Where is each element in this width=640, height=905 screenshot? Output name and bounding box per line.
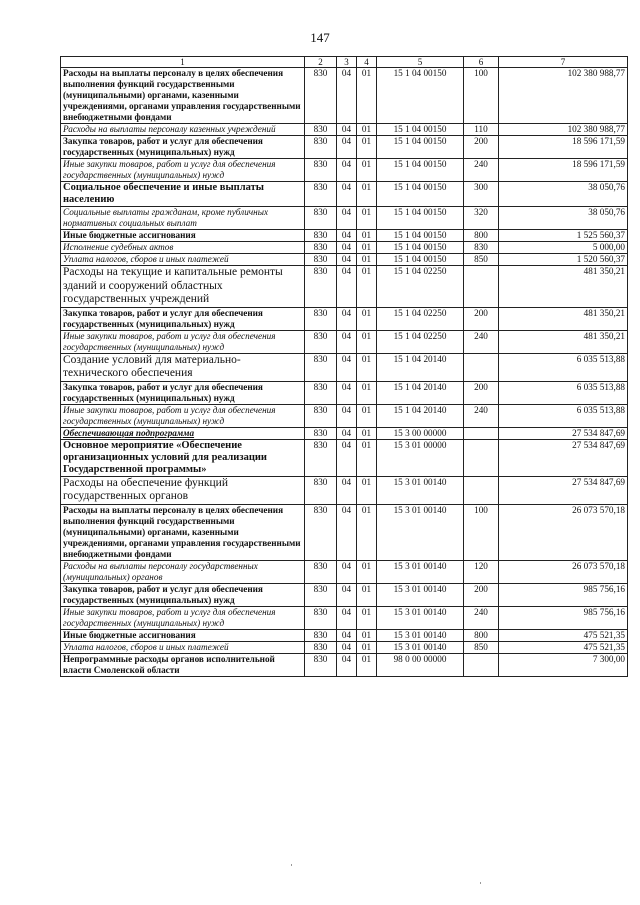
section-code-cell: 04: [337, 381, 357, 404]
table-row: [61, 353, 628, 381]
scan-speck: [291, 864, 292, 866]
section-code-cell: 04: [337, 629, 357, 641]
target-article-cell: 15 3 01 00140: [377, 641, 464, 653]
target-article-cell: 15 1 04 00150: [377, 136, 464, 159]
section-code-cell: 04: [337, 653, 357, 676]
target-article-cell: 15 3 01 00140: [377, 560, 464, 583]
section-code-cell: 04: [337, 476, 357, 504]
target-article-cell: 15 3 01 00140: [377, 629, 464, 641]
target-article-cell: 15 1 04 20140: [377, 353, 464, 381]
table-row: [61, 207, 628, 230]
table-row: [61, 381, 628, 404]
section-code-cell: 04: [337, 504, 357, 560]
subsection-code-cell: 01: [357, 124, 377, 136]
admin-code-cell: 830: [305, 307, 337, 330]
subsection-code-cell: 01: [357, 330, 377, 353]
expense-type-cell: 100: [464, 68, 499, 124]
target-article-cell: 15 1 04 02250: [377, 330, 464, 353]
target-article-cell: 15 1 04 00150: [377, 230, 464, 242]
subsection-code-cell: 01: [357, 427, 377, 439]
admin-code-cell: 830: [305, 427, 337, 439]
amount-cell: 475 521,35: [499, 641, 628, 653]
expense-name-cell: Основное мероприятие «Обеспечение организационных условий для реализации Государственной программы»: [61, 439, 305, 476]
table-body: [61, 68, 628, 677]
column-header: 6: [464, 57, 499, 68]
target-article-cell: 15 1 04 00150: [377, 207, 464, 230]
admin-code-cell: 830: [305, 207, 337, 230]
target-article-cell: 15 1 04 00150: [377, 242, 464, 254]
column-header: 1: [61, 57, 305, 68]
amount-cell: 481 350,21: [499, 330, 628, 353]
expense-name-cell: Непрограммные расходы органов исполнительной власти Смоленской области: [61, 653, 305, 676]
admin-code-cell: 830: [305, 629, 337, 641]
expense-type-cell: 320: [464, 207, 499, 230]
target-article-cell: 15 1 04 20140: [377, 404, 464, 427]
expense-type-cell: 110: [464, 124, 499, 136]
amount-cell: 27 534 847,69: [499, 476, 628, 504]
target-article-cell: 15 1 04 00150: [377, 124, 464, 136]
admin-code-cell: 830: [305, 182, 337, 207]
expense-name-cell: Закупка товаров, работ и услуг для обеспечения государственных (муниципальных) нужд: [61, 307, 305, 330]
table-row: [61, 404, 628, 427]
subsection-code-cell: 01: [357, 629, 377, 641]
expense-name-cell: Расходы на выплаты персоналу в целях обеспечения выполнения функций государственными (муниципальными) органами, казенными учреждениями, органами управления государственными внебюджетными фондами: [61, 504, 305, 560]
admin-code-cell: 830: [305, 504, 337, 560]
amount-cell: 38 050,76: [499, 182, 628, 207]
expense-name-cell: Закупка товаров, работ и услуг для обеспечения государственных (муниципальных) нужд: [61, 381, 305, 404]
section-code-cell: 04: [337, 182, 357, 207]
expense-name-cell: Иные закупки товаров, работ и услуг для обеспечения государственных (муниципальных) нужд: [61, 159, 305, 182]
target-article-cell: 15 1 04 00150: [377, 159, 464, 182]
table-row: [61, 242, 628, 254]
table-row: [61, 124, 628, 136]
subsection-code-cell: 01: [357, 653, 377, 676]
amount-cell: 27 534 847,69: [499, 439, 628, 476]
table-row: [61, 504, 628, 560]
column-header: 5: [377, 57, 464, 68]
expense-type-cell: [464, 476, 499, 504]
expense-type-cell: 200: [464, 307, 499, 330]
expense-type-cell: 800: [464, 230, 499, 242]
subsection-code-cell: 01: [357, 182, 377, 207]
amount-cell: 5 000,00: [499, 242, 628, 254]
table-row: [61, 641, 628, 653]
section-code-cell: 04: [337, 68, 357, 124]
table-row: [61, 606, 628, 629]
expense-name-cell: Иные закупки товаров, работ и услуг для обеспечения государственных (муниципальных) нужд: [61, 330, 305, 353]
section-code-cell: 04: [337, 207, 357, 230]
amount-cell: 985 756,16: [499, 606, 628, 629]
section-code-cell: 04: [337, 124, 357, 136]
table-row: [61, 254, 628, 266]
table-row: [61, 307, 628, 330]
table-row: [61, 182, 628, 207]
amount-cell: 1 520 560,37: [499, 254, 628, 266]
section-code-cell: 04: [337, 427, 357, 439]
amount-cell: 1 525 560,37: [499, 230, 628, 242]
admin-code-cell: 830: [305, 653, 337, 676]
expense-name-cell: Иные закупки товаров, работ и услуг для обеспечения государственных (муниципальных) нужд: [61, 606, 305, 629]
target-article-cell: 15 1 04 20140: [377, 381, 464, 404]
section-code-cell: 04: [337, 353, 357, 381]
subsection-code-cell: 01: [357, 230, 377, 242]
expense-name-cell: Иные закупки товаров, работ и услуг для обеспечения государственных (муниципальных) нужд: [61, 404, 305, 427]
target-article-cell: 98 0 00 00000: [377, 653, 464, 676]
admin-code-cell: 830: [305, 254, 337, 266]
amount-cell: 6 035 513,88: [499, 353, 628, 381]
table-row: [61, 476, 628, 504]
column-header: 7: [499, 57, 628, 68]
table-row: [61, 230, 628, 242]
expense-type-cell: 200: [464, 136, 499, 159]
subsection-code-cell: 01: [357, 404, 377, 427]
amount-cell: 38 050,76: [499, 207, 628, 230]
section-code-cell: 04: [337, 307, 357, 330]
expense-type-cell: 200: [464, 583, 499, 606]
subsection-code-cell: 01: [357, 476, 377, 504]
expense-name-cell: Исполнение судебных актов: [61, 242, 305, 254]
expense-type-cell: [464, 653, 499, 676]
expense-name-cell: Социальные выплаты гражданам, кроме публичных нормативных социальных выплат: [61, 207, 305, 230]
section-code-cell: 04: [337, 641, 357, 653]
subsection-code-cell: 01: [357, 583, 377, 606]
admin-code-cell: 830: [305, 353, 337, 381]
admin-code-cell: 830: [305, 641, 337, 653]
subsection-code-cell: 01: [357, 254, 377, 266]
expense-type-cell: [464, 353, 499, 381]
amount-cell: 102 380 988,77: [499, 68, 628, 124]
subsection-code-cell: 01: [357, 641, 377, 653]
expense-type-cell: 800: [464, 629, 499, 641]
table-row: [61, 583, 628, 606]
subsection-code-cell: 01: [357, 439, 377, 476]
expense-type-cell: 240: [464, 159, 499, 182]
subsection-code-cell: 01: [357, 207, 377, 230]
expense-type-cell: 850: [464, 641, 499, 653]
subsection-code-cell: 01: [357, 68, 377, 124]
table-row: [61, 330, 628, 353]
admin-code-cell: 830: [305, 266, 337, 308]
amount-cell: 6 035 513,88: [499, 404, 628, 427]
amount-cell: 18 596 171,59: [499, 159, 628, 182]
table-row: [61, 653, 628, 676]
section-code-cell: 04: [337, 330, 357, 353]
section-code-cell: 04: [337, 254, 357, 266]
expense-name-text: Обеспечивающая подпрограмма: [63, 427, 195, 438]
amount-cell: 7 300,00: [499, 653, 628, 676]
admin-code-cell: 830: [305, 583, 337, 606]
budget-table: [60, 56, 628, 677]
subsection-code-cell: 01: [357, 136, 377, 159]
amount-cell: 102 380 988,77: [499, 124, 628, 136]
section-code-cell: 04: [337, 230, 357, 242]
admin-code-cell: 830: [305, 560, 337, 583]
scan-speck: [480, 882, 481, 884]
expense-name-cell: Уплата налогов, сборов и иных платежей: [61, 641, 305, 653]
target-article-cell: 15 1 04 02250: [377, 307, 464, 330]
expense-type-cell: 300: [464, 182, 499, 207]
target-article-cell: 15 3 01 00000: [377, 439, 464, 476]
target-article-cell: 15 3 01 00140: [377, 583, 464, 606]
admin-code-cell: 830: [305, 606, 337, 629]
subsection-code-cell: 01: [357, 560, 377, 583]
expense-name-cell: Расходы на выплаты персоналу государственных (муниципальных) органов: [61, 560, 305, 583]
target-article-cell: 15 3 01 00140: [377, 606, 464, 629]
expense-name-cell: Расходы на выплаты персоналу казенных учреждений: [61, 124, 305, 136]
amount-cell: 26 073 570,18: [499, 560, 628, 583]
page-number: 147: [310, 30, 330, 45]
admin-code-cell: 830: [305, 230, 337, 242]
admin-code-cell: 830: [305, 124, 337, 136]
section-code-cell: 04: [337, 560, 357, 583]
expense-type-cell: [464, 439, 499, 476]
table-row: [61, 68, 628, 124]
table-row: [61, 427, 628, 439]
target-article-cell: 15 3 01 00140: [377, 476, 464, 504]
expense-type-cell: 120: [464, 560, 499, 583]
expense-type-cell: 240: [464, 330, 499, 353]
expense-name-cell: Расходы на текущие и капитальные ремонты зданий и сооружений областных государственных учреждений: [61, 266, 305, 308]
expense-name-cell: Иные бюджетные ассигнования: [61, 629, 305, 641]
section-code-cell: 04: [337, 136, 357, 159]
expense-type-cell: 240: [464, 606, 499, 629]
section-code-cell: 04: [337, 606, 357, 629]
admin-code-cell: 830: [305, 330, 337, 353]
target-article-cell: 15 1 04 02250: [377, 266, 464, 308]
table-row: [61, 266, 628, 308]
table-row: [61, 560, 628, 583]
subsection-code-cell: 01: [357, 606, 377, 629]
amount-cell: 27 534 847,69: [499, 427, 628, 439]
expense-name-cell: Создание условий для материально-технического обеспечения: [61, 353, 305, 381]
section-code-cell: 04: [337, 404, 357, 427]
expense-name-cell: Социальное обеспечение и иные выплаты населению: [61, 182, 305, 207]
amount-cell: 475 521,35: [499, 629, 628, 641]
expense-type-cell: [464, 266, 499, 308]
table-row: [61, 629, 628, 641]
section-code-cell: 04: [337, 439, 357, 476]
amount-cell: 18 596 171,59: [499, 136, 628, 159]
subsection-code-cell: 01: [357, 504, 377, 560]
admin-code-cell: 830: [305, 404, 337, 427]
section-code-cell: 04: [337, 242, 357, 254]
subsection-code-cell: 01: [357, 266, 377, 308]
target-article-cell: 15 1 04 00150: [377, 254, 464, 266]
amount-cell: 26 073 570,18: [499, 504, 628, 560]
amount-cell: 481 350,21: [499, 307, 628, 330]
target-article-cell: 15 1 04 00150: [377, 68, 464, 124]
expense-name-cell: Расходы на выплаты персоналу в целях обеспечения выполнения функций государственными (муниципальными) органами, казенными учреждениями, органами управления государственными внебюджетными фондами: [61, 68, 305, 124]
amount-cell: 6 035 513,88: [499, 381, 628, 404]
expense-name-cell: Закупка товаров, работ и услуг для обеспечения государственных (муниципальных) нужд: [61, 136, 305, 159]
expense-type-cell: 240: [464, 404, 499, 427]
expense-name-cell: Уплата налогов, сборов и иных платежей: [61, 254, 305, 266]
amount-cell: 481 350,21: [499, 266, 628, 308]
column-header: 3: [337, 57, 357, 68]
admin-code-cell: 830: [305, 159, 337, 182]
section-code-cell: 04: [337, 159, 357, 182]
admin-code-cell: 830: [305, 68, 337, 124]
table-row: [61, 159, 628, 182]
admin-code-cell: 830: [305, 439, 337, 476]
subsection-code-cell: 01: [357, 353, 377, 381]
admin-code-cell: 830: [305, 136, 337, 159]
expense-type-cell: 850: [464, 254, 499, 266]
table-row: [61, 439, 628, 476]
subsection-code-cell: 01: [357, 307, 377, 330]
subsection-code-cell: 01: [357, 381, 377, 404]
amount-cell: 985 756,16: [499, 583, 628, 606]
admin-code-cell: 830: [305, 381, 337, 404]
expense-name-cell: [61, 427, 305, 439]
column-header: 2: [305, 57, 337, 68]
table-row: [61, 136, 628, 159]
expense-name-cell: Иные бюджетные ассигнования: [61, 230, 305, 242]
target-article-cell: 15 3 00 00000: [377, 427, 464, 439]
expense-name-cell: Закупка товаров, работ и услуг для обеспечения государственных (муниципальных) нужд: [61, 583, 305, 606]
expense-name-cell: Расходы на обеспечение функций государственных органов: [61, 476, 305, 504]
expense-type-cell: 830: [464, 242, 499, 254]
section-code-cell: 04: [337, 583, 357, 606]
expense-type-cell: 200: [464, 381, 499, 404]
target-article-cell: 15 1 04 00150: [377, 182, 464, 207]
expense-type-cell: [464, 427, 499, 439]
subsection-code-cell: 01: [357, 159, 377, 182]
table-header-row: [61, 57, 628, 68]
admin-code-cell: 830: [305, 242, 337, 254]
expense-type-cell: 100: [464, 504, 499, 560]
target-article-cell: 15 3 01 00140: [377, 504, 464, 560]
subsection-code-cell: 01: [357, 242, 377, 254]
admin-code-cell: 830: [305, 476, 337, 504]
section-code-cell: 04: [337, 266, 357, 308]
column-header: 4: [357, 57, 377, 68]
